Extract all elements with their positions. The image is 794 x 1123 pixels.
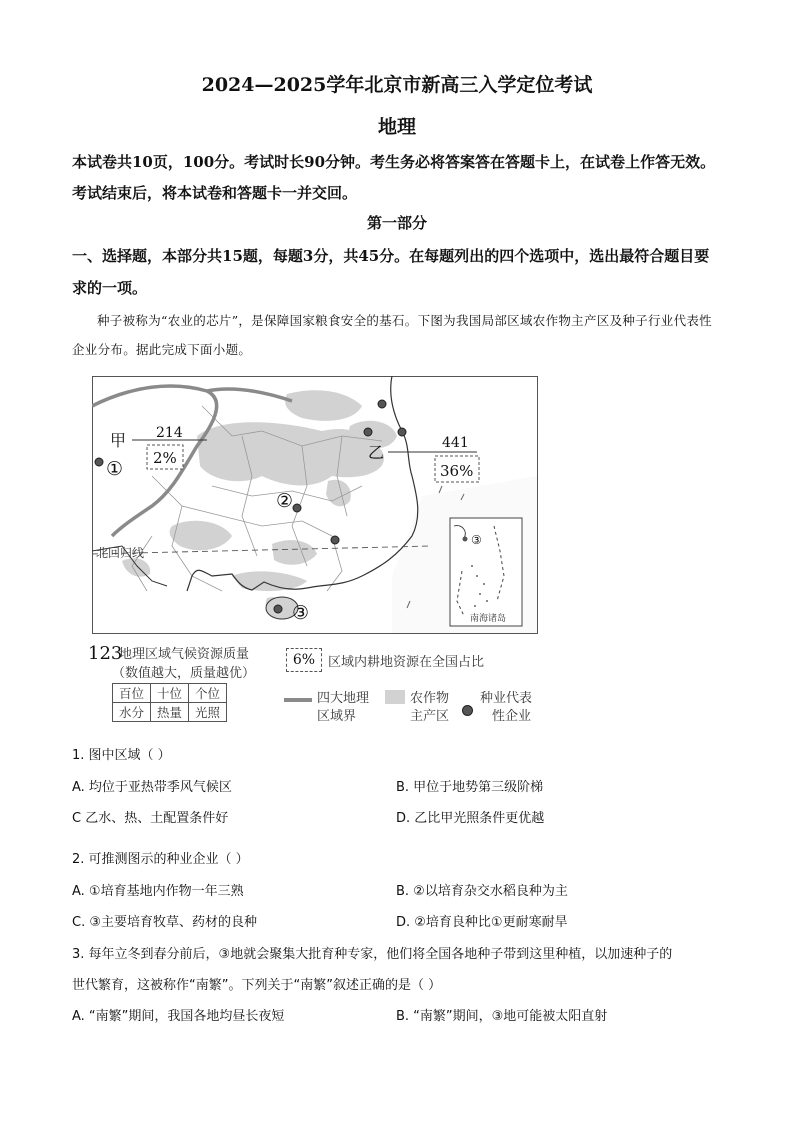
label-yi: 乙 bbox=[368, 443, 385, 462]
south-sea-label: 南海诸岛 bbox=[470, 614, 507, 624]
yi-percent: 36% bbox=[440, 462, 474, 480]
q2-option-d: D. ②培育良种比①更耐寒耐旱 bbox=[396, 915, 568, 930]
q2-option-a: A. ①培育基地内作物一年三熟 bbox=[72, 884, 244, 899]
part-heading: 第一部分 bbox=[366, 214, 427, 232]
q1-option-a: A. 均位于亚热带季风气候区 bbox=[72, 780, 232, 795]
legend-value-water: 水分 bbox=[113, 703, 151, 722]
china-crop-map bbox=[92, 376, 538, 634]
legend-crop-swatch bbox=[385, 690, 405, 704]
inset-marker-3: ③ bbox=[471, 533, 482, 547]
legend-header-tens: 十位 bbox=[151, 684, 189, 703]
legend-header-ones: 个位 bbox=[189, 684, 227, 703]
firm-dot-3 bbox=[274, 605, 282, 613]
marker-2: ② bbox=[276, 490, 294, 512]
q3-stem-line-2: 世代繁育，这被称作“南繁”。下列关于“南繁”叙述正确的是（ ） bbox=[72, 978, 442, 993]
legend-header-hundreds: 百位 bbox=[113, 684, 151, 703]
firm-dot-5 bbox=[378, 400, 386, 408]
legend-boundary-swatch bbox=[284, 698, 312, 702]
q1-stem: 1. 图中区域（ ） bbox=[72, 748, 171, 763]
marker-1: ① bbox=[106, 458, 124, 480]
firm-dot-6 bbox=[364, 428, 372, 436]
q3-option-a: A. “南繁”期间，我国各地均昼长夜短 bbox=[72, 1009, 285, 1024]
q1-option-b: B. 甲位于地势第三级阶梯 bbox=[396, 780, 544, 795]
q1-option-c: C 乙水、热、土配置条件好 bbox=[72, 811, 229, 826]
question-intro: 种子被称为“农业的芯片”，是保障国家粮食安全的基石。下图为我国局部区域农作物主产区及种子行业代表性企业分布。据此完成下面小题。 bbox=[72, 313, 712, 357]
label-jia: 甲 bbox=[110, 431, 127, 450]
exam-title: 2024—2025学年北京市新高三入学定位考试 bbox=[201, 74, 593, 96]
jia-percent: 2% bbox=[153, 449, 177, 467]
q3-stem-line-1: 3. 每年立冬到春分前后，③地就会聚集大批育种专家，他们将全国各地种子带到这里种植，以加速种子的 bbox=[72, 947, 673, 962]
q2-stem: 2. 可推测图示的种业企业（ ） bbox=[72, 852, 249, 867]
legend-firm-dot bbox=[462, 705, 473, 716]
legend-boundary-2: 区域界 bbox=[317, 709, 357, 724]
legend-digit-table bbox=[112, 683, 227, 722]
q1-option-d: D. 乙比甲光照条件更优越 bbox=[396, 811, 545, 826]
firm-dot-4 bbox=[331, 536, 339, 544]
legend-climate-title-2: （数值越大，质量越优） bbox=[112, 666, 256, 681]
firm-dot-2 bbox=[293, 504, 301, 512]
legend-code: 123 bbox=[88, 643, 123, 664]
south-sea-inset bbox=[450, 518, 522, 626]
legend-percent-desc: 区域内耕地资源在全国占比 bbox=[328, 655, 485, 670]
legend-climate-title-1: 地理区域气候资源质量 bbox=[119, 647, 250, 662]
jia-value: 214 bbox=[156, 425, 183, 441]
subject-title: 地理 bbox=[377, 116, 416, 138]
firm-dot-7 bbox=[398, 428, 406, 436]
tropic-label: 北回归线 bbox=[96, 546, 145, 560]
legend-firm-2: 性企业 bbox=[492, 709, 532, 724]
legend-percent-sample: 6% bbox=[286, 648, 322, 672]
q2-option-b: B. ②以培育杂交水稻良种为主 bbox=[396, 884, 568, 899]
legend-boundary-1: 四大地理 bbox=[317, 691, 370, 706]
q3-option-b: B. “南繁”期间，③地可能被太阳直射 bbox=[396, 1009, 608, 1024]
firm-dot-1 bbox=[95, 458, 103, 466]
exam-instructions: 本试卷共10页，100分。考试时长90分钟。考生务必将答案答在答题卡上，在试卷上作答无效。考试结束后，将本试卷和答题卡一并交回。 bbox=[72, 153, 716, 202]
section-heading: 一、选择题，本部分共15题，每题3分，共45分。在每题列出的四个选项中，选出最符合题目要求的一项。 bbox=[72, 247, 710, 297]
q2-option-c: C. ③主要培育牧草、药材的良种 bbox=[72, 915, 257, 930]
legend-firm-1: 种业代表 bbox=[480, 691, 533, 706]
marker-3: ③ bbox=[292, 602, 310, 624]
yi-value: 441 bbox=[442, 435, 469, 451]
legend-value-light: 光照 bbox=[189, 703, 227, 722]
legend-crop-2: 主产区 bbox=[410, 709, 450, 724]
legend-crop-1: 农作物 bbox=[410, 691, 450, 706]
legend-value-heat: 热量 bbox=[151, 703, 189, 722]
